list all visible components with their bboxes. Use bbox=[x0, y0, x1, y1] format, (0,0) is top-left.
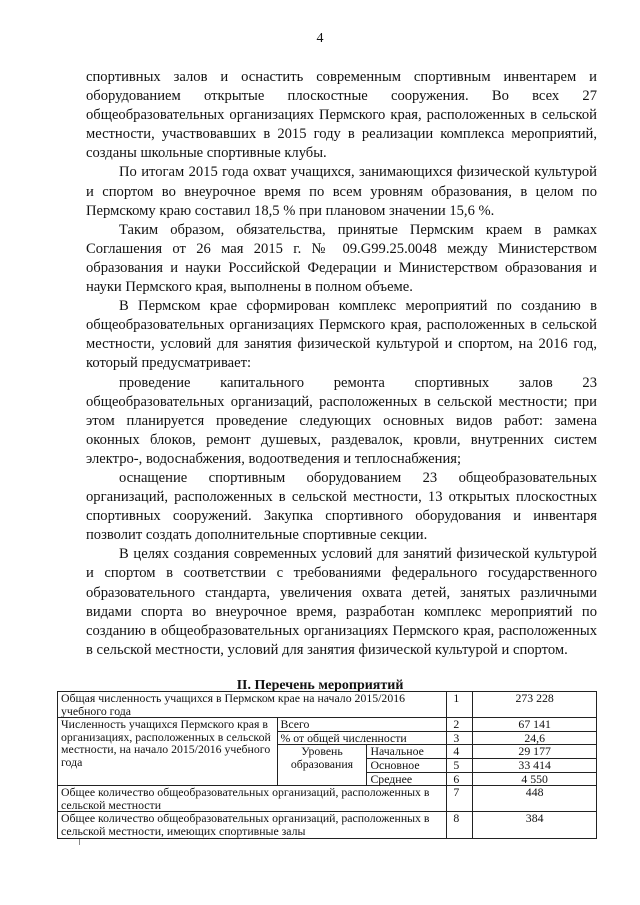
paragraph-2: По итогам 2015 года охват учащихся, занимающихся физической культурой и спортом во внеурочное время по всем уровням образования, в целом по Пермскому краю составил 18,5 % при плановом значении 15,6 %. bbox=[86, 164, 597, 219]
paragraph-7: В целях создания современных условий для занятий физической культурой и спортом в соответствии с требованиями федерального государственного образовательного стандарта, увеличения охвата детей, занятых различными видами спорта во внеурочное время, разработан комплекс мероприятий по созданию в общеобразовательных организациях Пермского края, расположенных в сельской местности, условий для занятия физической культурой и спортом. bbox=[86, 546, 597, 658]
section-title: II. Перечень мероприятий bbox=[236, 678, 404, 693]
row-label: Общая численность учащихся в Пермском крае на начало 2015/2016 учебного года bbox=[58, 692, 447, 718]
level-label: Уровень образования bbox=[277, 745, 367, 786]
row-number: 7 bbox=[447, 786, 473, 812]
row-value: 273 228 bbox=[473, 692, 597, 718]
row-value: 24,6 bbox=[473, 731, 597, 745]
scan-mark bbox=[79, 839, 80, 845]
level-primary: Начальное bbox=[367, 745, 447, 759]
row-value: 4 550 bbox=[473, 772, 597, 786]
paragraph-1: спортивных залов и оснастить современным спортивным инвентарем и оборудованием открытые плоскостные сооружения. Во всех 27 общеобразовательных организациях Пермского края, расположенных в сельской местности, участвовавших в 2015 году в реализации комплекса мероприятий, созданы школьные спортивные клубы. bbox=[86, 69, 597, 162]
row-number: 3 bbox=[447, 731, 473, 745]
row-number: 2 bbox=[447, 718, 473, 732]
row-value: 67 141 bbox=[473, 718, 597, 732]
table-row bbox=[58, 718, 597, 732]
row-number: 8 bbox=[447, 812, 473, 838]
paragraph-6: оснащение спортивным оборудованием 23 общеобразовательных организаций, расположенных в сельской местности, 13 открытых плоскостных спортивных сооружений. Закупка спортивного оборудования и инвентаря позволит создать дополнительные спортивные секции. bbox=[86, 469, 597, 544]
row-label: Общее количество общеобразовательных организаций, расположенных в сельской местности bbox=[58, 786, 447, 812]
paragraph-5: проведение капитального ремонта спортивных залов 23 общеобразовательных организаций, расположенных в сельской местности; при этом планируется проведение следующих основных видов работ: замена оконных блоков, ремонт душевых, раздевалок, кровли, внутренних систем электро-, водоснабжения, водоотведения и теплоснабжения; bbox=[86, 374, 597, 467]
page-number: 4 bbox=[316, 31, 324, 46]
level-secondary: Среднее bbox=[367, 772, 447, 786]
row-label: Численность учащихся Пермского края в организациях, расположенных в сельской местности, на начало 2015/2016 учебного года bbox=[58, 718, 278, 786]
body-text bbox=[86, 68, 597, 660]
row-value: 33 414 bbox=[473, 758, 597, 772]
row-number: 6 bbox=[447, 772, 473, 786]
row-number: 5 bbox=[447, 758, 473, 772]
row-number: 1 bbox=[447, 692, 473, 718]
paragraph-3: Таким образом, обязательства, принятые Пермским краем в рамках Соглашения от 26 мая 2015 г. № 09.G99.25.0048 между Министерством образования и науки Российской Федерации и Министерством образования и науки Пермского края, выполнены в полном объеме. bbox=[86, 221, 597, 296]
row-value: 448 bbox=[473, 786, 597, 812]
sublabel-percent: % от общей численности bbox=[277, 731, 447, 745]
row-value: 29 177 bbox=[473, 745, 597, 759]
measures-table bbox=[57, 691, 597, 839]
row-number: 4 bbox=[447, 745, 473, 759]
level-basic: Основное bbox=[367, 758, 447, 772]
paragraph-4: В Пермском крае сформирован комплекс мероприятий по созданию в общеобразовательных организациях Пермского края, расположенных в сельской местности, условий для занятия физической культурой и спортом, на 2016 год, который предусматривает: bbox=[86, 298, 597, 372]
table-row bbox=[58, 692, 597, 718]
table-row bbox=[58, 786, 597, 812]
row-value: 384 bbox=[473, 812, 597, 838]
row-label: Общее количество общеобразовательных организаций, расположенных в сельской местности, имеющих спортивные залы bbox=[58, 812, 447, 838]
table-row bbox=[58, 812, 597, 838]
sublabel-total: Всего bbox=[277, 718, 447, 732]
